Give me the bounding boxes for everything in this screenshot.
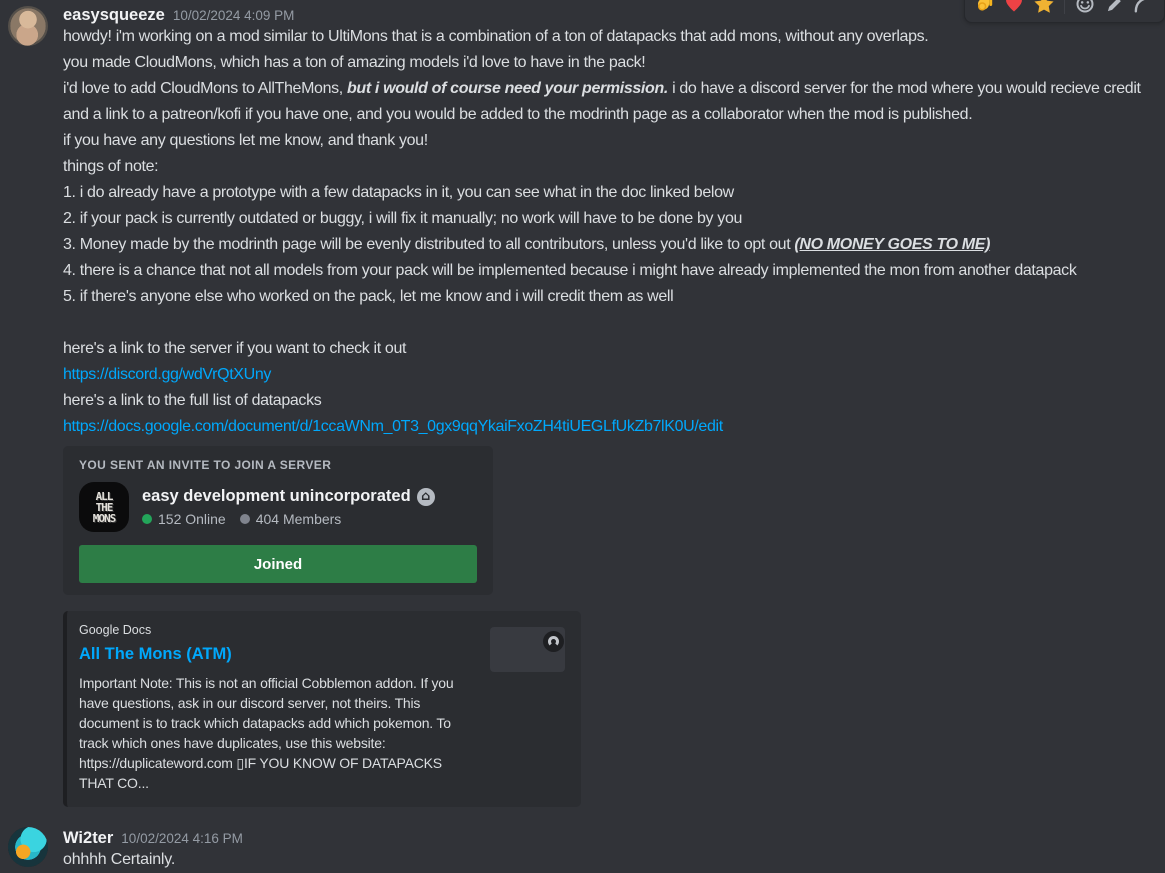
username-easysqueeze[interactable]: easysqueeze [63,6,165,24]
discord-invite-link[interactable]: https://discord.gg/wdVrQtXUny [63,366,272,383]
message-actions-toolbar [964,0,1165,23]
add-reaction-icon [1075,0,1095,14]
online-count [142,511,226,527]
invite-header-label: YOU SENT AN INVITE TO JOIN A SERVER [79,458,332,472]
server-icon-text: THE [95,500,113,514]
heart-emoji [1004,0,1024,14]
server-icon-text: ALL [95,489,113,503]
members-dot-icon [240,514,250,524]
avatar-wi2ter[interactable] [8,827,48,867]
online-count-label: 152 Online [158,511,226,527]
message-body [63,24,1147,440]
avatar-easysqueeze[interactable] [8,6,48,46]
heart-emoji-reaction-button[interactable] [1001,0,1027,17]
message-line: here's a link to the full list of datapacks [63,392,322,409]
google-docs-embed [63,611,581,807]
member-count-label: 404 Members [255,511,342,527]
bold-italic-underline-text: (NO MONEY GOES TO ME) [794,236,991,253]
google-doc-link[interactable]: https://docs.google.com/document/d/1ccaWNm_0T3_0gx9qqYkaiFxoZH4tiUEGLfUkZb7lK0U/edit [63,418,723,435]
message-line: you made CloudMons, which has a ton of amazing models i'd love to have in the pack! [63,54,646,71]
ok-hand-emoji-reaction-button[interactable] [971,0,997,17]
note-item-3 [63,232,1147,258]
star-emoji-reaction-button[interactable] [1031,0,1057,17]
message-line: howdy! i'm working on a mod similar to UltiMons that is a combination of a ton of datapacks that add mons, without any overlaps. [63,28,929,45]
message-timestamp: 10/02/2024 4:09 PM [172,8,295,23]
embed-title-link[interactable]: All The Mons (ATM) [79,645,232,663]
message-line [63,76,1147,128]
message-line: here's a link to the server if you want to check it out [63,340,407,357]
embed-description: Important Note: This is not an official Cobblemon addon. If you have questions, ask in our discord server, not theirs. This document is to track which datapacks add which pokemon. To track which ones have duplicates, use this website: https://duplicateword.com ▯IF YOU KNOW OF DATAPACKS THAT CO... [79,675,454,791]
edit-pencil-icon [1105,0,1125,14]
edit-message-button[interactable] [1102,0,1128,17]
note-item-5: 5. if there's anyone else who worked on the pack, let me know and i will credit them as well [63,288,674,305]
message-wi2ter [0,825,1147,873]
note-item-1: 1. i do already have a prototype with a few datapacks in it, you can see what in the doc linked below [63,184,734,201]
note-item-4: 4. there is a chance that not all models from your pack will be implemented because i might have already implemented the mon from another datapack [63,262,1077,279]
username-wi2ter[interactable]: Wi2ter [63,829,114,847]
ok-hand-emoji [974,0,994,14]
member-count [240,511,342,527]
message-text: i do have a discord server for the mod where you would recieve credit and a link to a patreon/kofi if you have one, and you would be added to the modrinth page as a collaborator when the mod is published. [63,80,1141,123]
online-dot-icon [142,514,152,524]
server-name: easy development unincorporated [142,487,411,505]
server-invite-embed [63,446,493,595]
blank-line [63,310,1147,336]
message-text: i'd love to add CloudMons to AllTheMons, [63,80,347,97]
home-badge-icon: ⌂ [417,488,435,506]
ring-logo-icon [543,631,564,652]
joined-button[interactable]: Joined [79,545,477,583]
bold-italic-text: but i would of course need your permission. [346,80,668,97]
message-line: things of note: [63,158,159,175]
toolbar-divider [1064,0,1065,14]
message-body: ohhhh Certainly. [63,851,176,868]
message-text: 3. Money made by the modrinth page will be evenly distributed to all contributors, unless you'd like to opt out [63,236,795,253]
embed-thumbnail[interactable] [490,627,565,672]
message-timestamp: 10/02/2024 4:16 PM [121,831,243,846]
star-emoji [1033,0,1055,15]
more-icon [1134,0,1156,15]
embed-provider: Google Docs [79,623,152,637]
more-actions-button[interactable] [1132,0,1158,17]
server-icon-text: MONS [92,511,116,525]
server-icon-allthemons [79,482,129,532]
add-reaction-button[interactable] [1072,0,1098,17]
note-item-2: 2. if your pack is currently outdated or buggy, i will fix it manually; no work will have to be done by you [63,210,743,227]
message-line: if you have any questions let me know, and thank you! [63,132,428,149]
